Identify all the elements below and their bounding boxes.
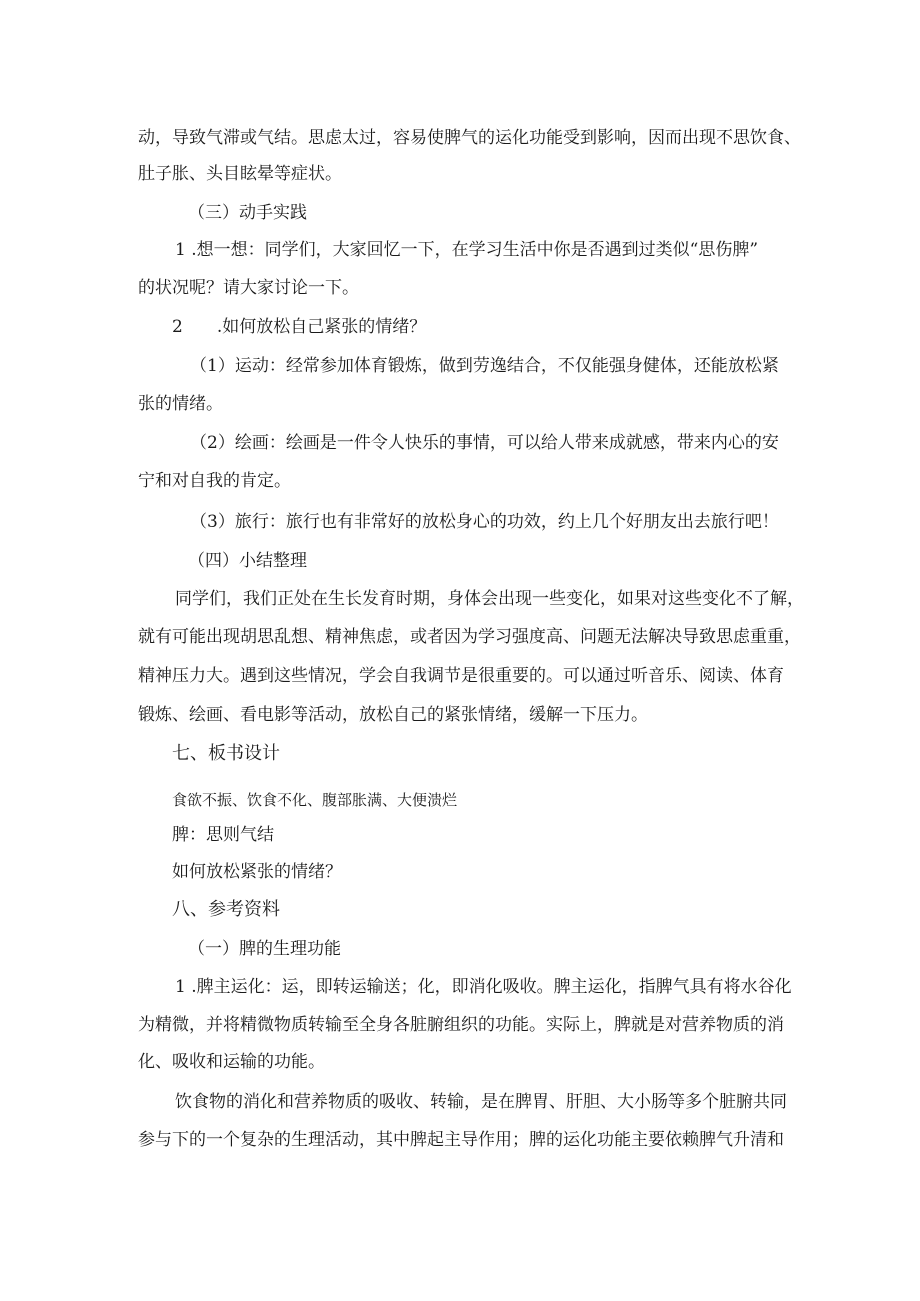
text-line: 同学们，我们正处在生长发育时期，身体会出现一些变化，如果对这些变化不了解， [175,589,804,609]
text-line: 宁和对自我的肯定。 [138,471,291,491]
text-line: （3）旅行：旅行也有非常好的放松身心的功效，约上几个好朋友出去旅行吧！ [190,512,779,532]
text-line: （1）运动：经常参加体育锻炼，做到劳逸结合，不仅能强身健体，还能放松紧 [190,356,779,376]
chapter-heading: 八、参考资料 [172,899,280,920]
text-line: 饮食物的消化和营养物质的吸收、转输，是在脾胃、肝胆、大小肠等多个脏腑共同 [175,1092,787,1112]
text-line: 脾：思则气结 [172,825,274,845]
text-line: 精神压力大。遇到这些情况，学会自我调节是很重要的。可以通过听音乐、阅读、体育 [138,666,784,686]
text-line: 化、吸收和运输的功能。 [138,1052,325,1072]
text-line: 1 .脾主运化：运，即转运输送；化，即消化吸收。脾主运化，指脾气具有将水谷化 [175,977,792,997]
text-line: 如何放松紧张的情绪？ [172,862,342,882]
text-line: 张的情绪。 [138,394,223,414]
text-line: 参与下的一个复杂的生理活动，其中脾起主导作用；脾的运化功能主要依赖脾气升清和 [138,1130,784,1150]
text-line: 的状况呢？请大家讨论一下。 [138,278,359,298]
text-line: 肚子胀、头目眩晕等症状。 [138,164,342,184]
section-heading: （三）动手实践 [188,203,307,223]
section-heading: （一）脾的生理功能 [188,939,341,959]
text-line: 2 .如何放松自己紧张的情绪？ [172,317,427,337]
text-line: 动，导致气滞或气结。思虑太过，容易使脾气的运化功能受到影响，因而出现不思饮食、 [138,128,801,148]
text-line: 食欲不振、饮食不化、腹部胀满、大便溃烂 [172,791,458,809]
section-heading: （四）小结整理 [188,551,307,571]
text-line: （2）绘画：绘画是一件令人快乐的事情，可以给人带来成就感，带来内心的安 [190,433,779,453]
text-line: 锻炼、绘画、看电影等活动，放松自己的紧张情绪，缓解一下压力。 [138,705,648,725]
text-line: 就有可能出现胡思乱想、精神焦虑，或者因为学习强度高、问题无法解决导致思虑重重， [138,627,801,647]
text-line: 为精微，并将精微物质转输至全身各脏腑组织的功能。实际上，脾就是对营养物质的消 [138,1015,784,1035]
chapter-heading: 七、板书设计 [172,743,280,764]
text-line: 1 .想一想：同学们，大家回忆一下，在学习生活中你是否遇到过类似“思伤脾” [175,240,759,260]
